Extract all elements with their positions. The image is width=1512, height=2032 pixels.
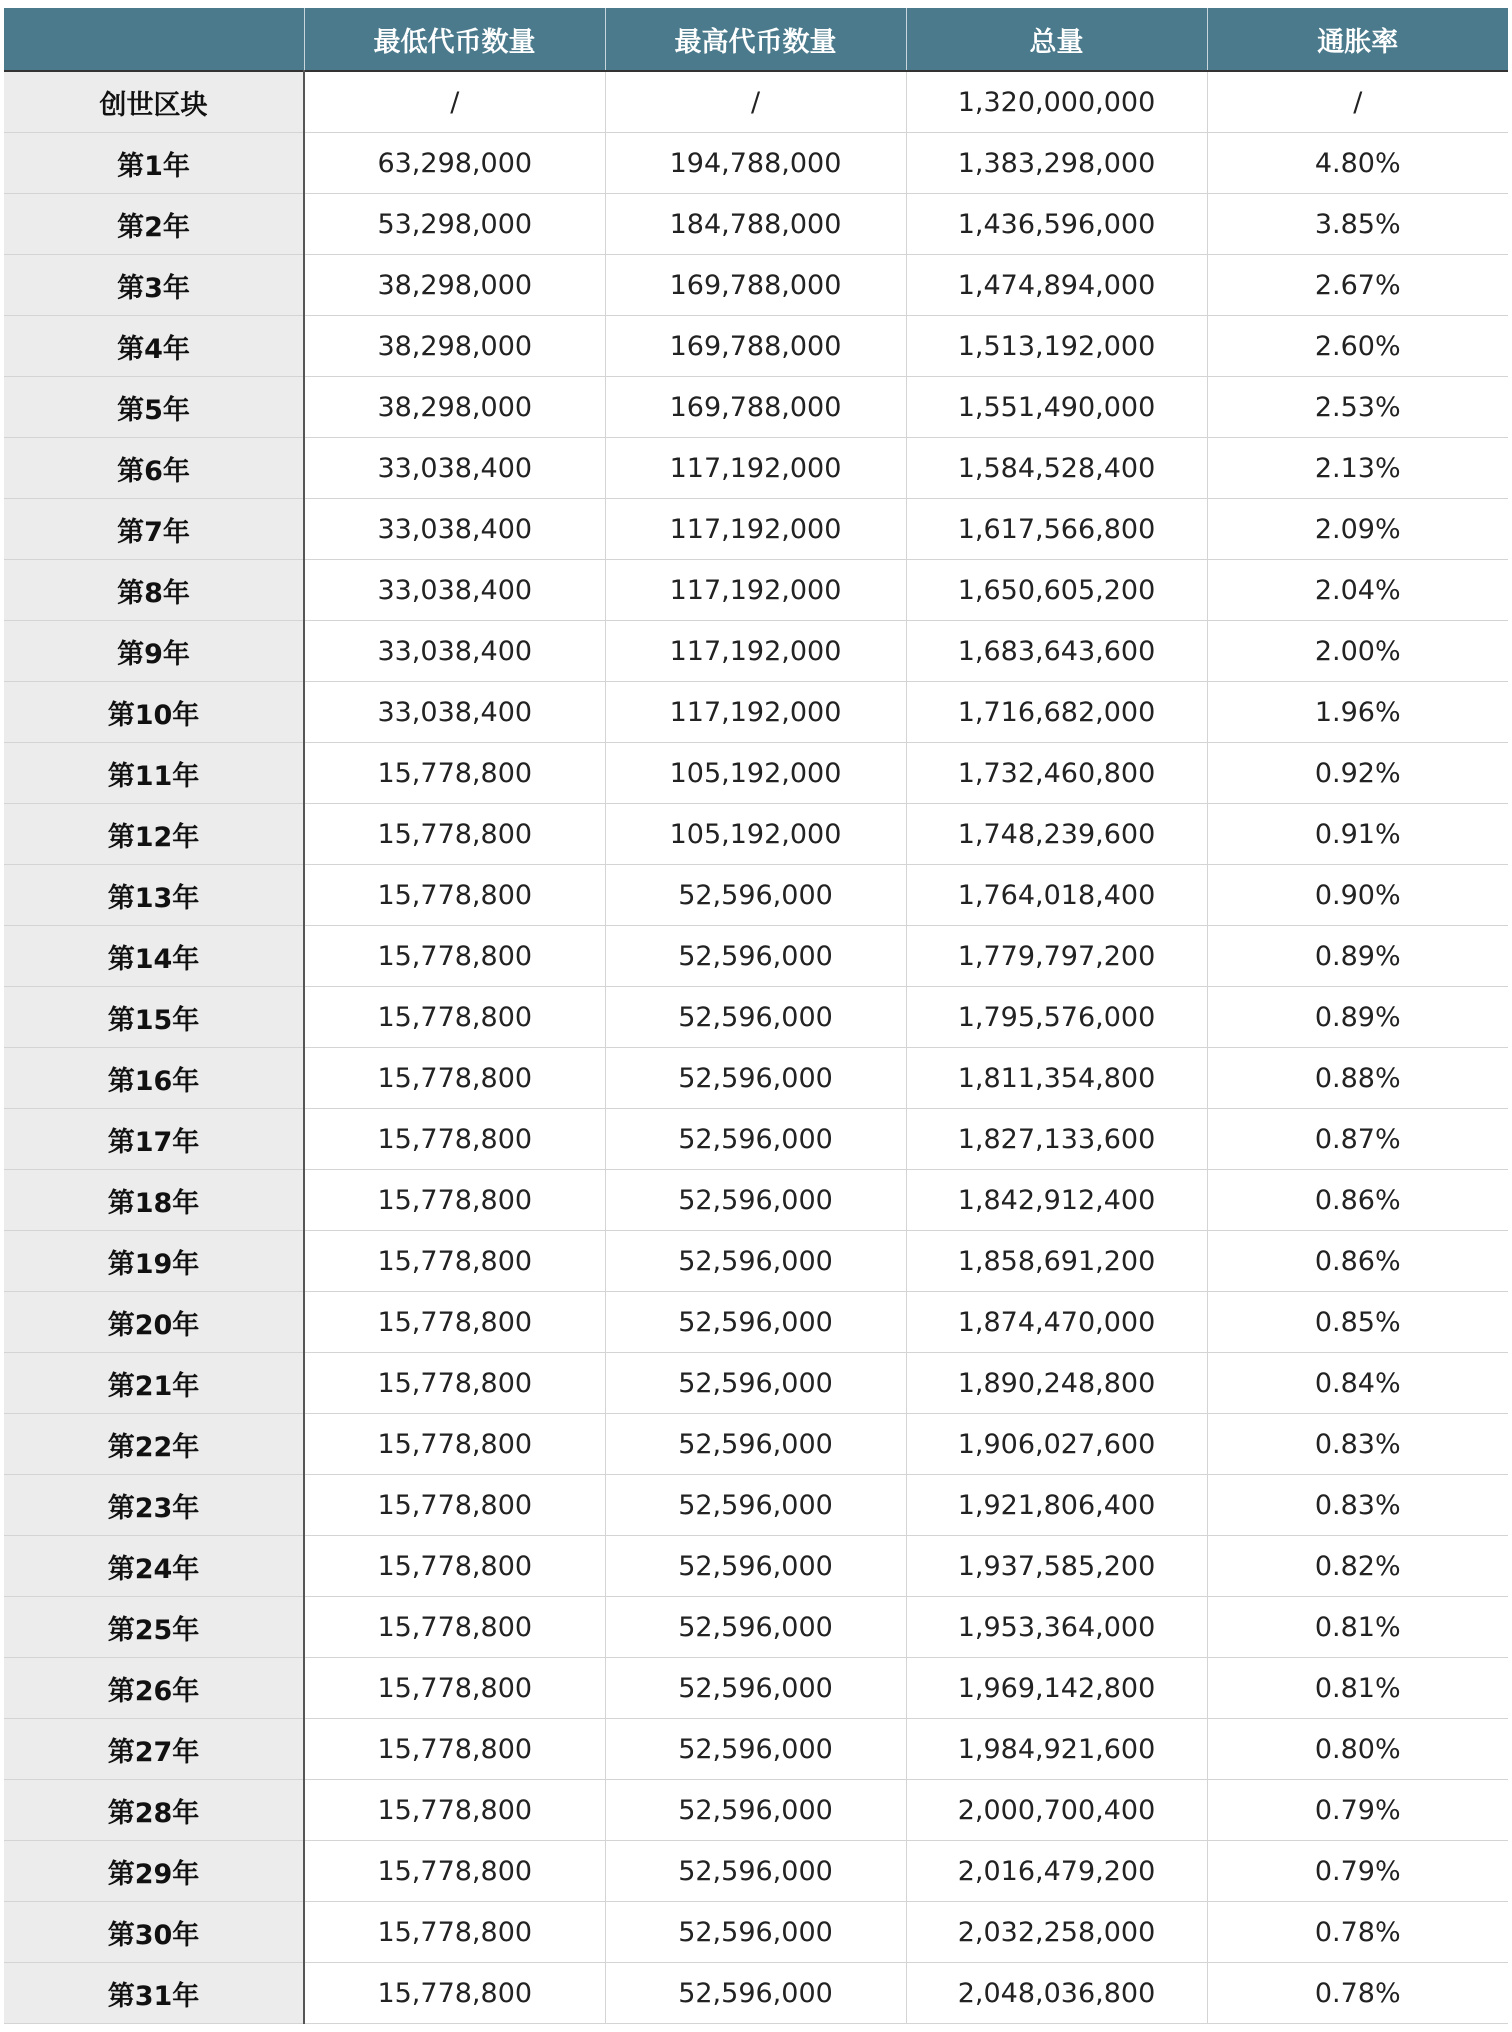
inflation-rate-cell: 0.85% [1207, 1292, 1508, 1353]
max-tokens-cell: 117,192,000 [605, 499, 906, 560]
total-cell: 1,984,921,600 [906, 1719, 1207, 1780]
inflation-rate-cell: 0.91% [1207, 804, 1508, 865]
table-row [4, 1536, 1508, 1597]
inflation-rate-cell: 0.84% [1207, 1353, 1508, 1414]
table-row [4, 1597, 1508, 1658]
table-row [4, 682, 1508, 743]
max-tokens-cell: / [605, 71, 906, 133]
header-total: 总量 [906, 8, 1207, 71]
total-cell: 1,937,585,200 [906, 1536, 1207, 1597]
row-label: 第14年 [4, 926, 304, 987]
min-tokens-cell: 53,298,000 [304, 194, 605, 255]
table-row [4, 1292, 1508, 1353]
row-label: 第10年 [4, 682, 304, 743]
min-tokens-cell: 33,038,400 [304, 499, 605, 560]
inflation-rate-cell: 0.79% [1207, 1841, 1508, 1902]
min-tokens-cell: 15,778,800 [304, 1963, 605, 2024]
total-cell: 1,921,806,400 [906, 1475, 1207, 1536]
table-row [4, 71, 1508, 133]
max-tokens-cell: 52,596,000 [605, 1231, 906, 1292]
min-tokens-cell: 15,778,800 [304, 1170, 605, 1231]
total-cell: 1,513,192,000 [906, 316, 1207, 377]
max-tokens-cell: 52,596,000 [605, 1109, 906, 1170]
row-label: 第2年 [4, 194, 304, 255]
total-cell: 1,795,576,000 [906, 987, 1207, 1048]
min-tokens-cell: 15,778,800 [304, 1536, 605, 1597]
inflation-rate-cell: 2.00% [1207, 621, 1508, 682]
total-cell: 1,890,248,800 [906, 1353, 1207, 1414]
table-row [4, 316, 1508, 377]
inflation-rate-cell: 0.89% [1207, 926, 1508, 987]
table-row [4, 743, 1508, 804]
header-max-tokens: 最高代币数量 [605, 8, 906, 71]
header-inflation-rate: 通胀率 [1207, 8, 1508, 71]
row-label: 第17年 [4, 1109, 304, 1170]
min-tokens-cell: 63,298,000 [304, 133, 605, 194]
row-label: 第19年 [4, 1231, 304, 1292]
max-tokens-cell: 52,596,000 [605, 1353, 906, 1414]
min-tokens-cell: 15,778,800 [304, 1902, 605, 1963]
row-label: 第18年 [4, 1170, 304, 1231]
total-cell: 1,617,566,800 [906, 499, 1207, 560]
total-cell: 1,874,470,000 [906, 1292, 1207, 1353]
inflation-rate-cell: 2.67% [1207, 255, 1508, 316]
table-row [4, 987, 1508, 1048]
max-tokens-cell: 52,596,000 [605, 1719, 906, 1780]
min-tokens-cell: 15,778,800 [304, 1292, 605, 1353]
total-cell: 1,551,490,000 [906, 377, 1207, 438]
inflation-rate-cell: 2.60% [1207, 316, 1508, 377]
inflation-rate-cell: 2.04% [1207, 560, 1508, 621]
total-cell: 1,732,460,800 [906, 743, 1207, 804]
total-cell: 1,584,528,400 [906, 438, 1207, 499]
total-cell: 2,032,258,000 [906, 1902, 1207, 1963]
max-tokens-cell: 52,596,000 [605, 1841, 906, 1902]
total-cell: 1,650,605,200 [906, 560, 1207, 621]
table-row [4, 377, 1508, 438]
total-cell: 1,811,354,800 [906, 1048, 1207, 1109]
max-tokens-cell: 117,192,000 [605, 438, 906, 499]
max-tokens-cell: 52,596,000 [605, 1963, 906, 2024]
inflation-rate-cell: 0.86% [1207, 1231, 1508, 1292]
row-label: 第9年 [4, 621, 304, 682]
total-cell: 2,016,479,200 [906, 1841, 1207, 1902]
inflation-rate-cell: 0.81% [1207, 1597, 1508, 1658]
min-tokens-cell: 15,778,800 [304, 1780, 605, 1841]
total-cell: 1,683,643,600 [906, 621, 1207, 682]
inflation-rate-cell: / [1207, 71, 1508, 133]
table-row [4, 865, 1508, 926]
inflation-rate-cell: 0.80% [1207, 1719, 1508, 1780]
min-tokens-cell: 33,038,400 [304, 438, 605, 499]
min-tokens-cell: 15,778,800 [304, 987, 605, 1048]
max-tokens-cell: 52,596,000 [605, 1170, 906, 1231]
min-tokens-cell: 15,778,800 [304, 1597, 605, 1658]
table-row [4, 1780, 1508, 1841]
max-tokens-cell: 105,192,000 [605, 804, 906, 865]
inflation-rate-cell: 0.78% [1207, 1902, 1508, 1963]
inflation-rate-cell: 0.90% [1207, 865, 1508, 926]
table-row [4, 133, 1508, 194]
row-label: 第26年 [4, 1658, 304, 1719]
inflation-rate-cell: 0.88% [1207, 1048, 1508, 1109]
row-label: 第30年 [4, 1902, 304, 1963]
inflation-rate-cell: 2.13% [1207, 438, 1508, 499]
total-cell: 1,827,133,600 [906, 1109, 1207, 1170]
total-cell: 1,906,027,600 [906, 1414, 1207, 1475]
inflation-rate-cell: 2.09% [1207, 499, 1508, 560]
inflation-rate-cell: 0.83% [1207, 1475, 1508, 1536]
max-tokens-cell: 52,596,000 [605, 987, 906, 1048]
row-label: 第25年 [4, 1597, 304, 1658]
row-label: 第1年 [4, 133, 304, 194]
token-supply-table-container [4, 8, 1508, 2024]
max-tokens-cell: 52,596,000 [605, 1658, 906, 1719]
max-tokens-cell: 194,788,000 [605, 133, 906, 194]
inflation-rate-cell: 0.82% [1207, 1536, 1508, 1597]
table-row [4, 1231, 1508, 1292]
max-tokens-cell: 52,596,000 [605, 1475, 906, 1536]
row-label: 第5年 [4, 377, 304, 438]
max-tokens-cell: 52,596,000 [605, 926, 906, 987]
row-label: 创世区块 [4, 71, 304, 133]
row-label: 第28年 [4, 1780, 304, 1841]
row-label: 第29年 [4, 1841, 304, 1902]
min-tokens-cell: 38,298,000 [304, 377, 605, 438]
max-tokens-cell: 169,788,000 [605, 316, 906, 377]
total-cell: 2,000,700,400 [906, 1780, 1207, 1841]
min-tokens-cell: 15,778,800 [304, 1048, 605, 1109]
max-tokens-cell: 117,192,000 [605, 682, 906, 743]
row-label: 第27年 [4, 1719, 304, 1780]
table-body [4, 71, 1508, 2024]
inflation-rate-cell: 0.79% [1207, 1780, 1508, 1841]
table-row [4, 499, 1508, 560]
table-row [4, 1841, 1508, 1902]
min-tokens-cell: 15,778,800 [304, 1109, 605, 1170]
min-tokens-cell: / [304, 71, 605, 133]
inflation-rate-cell: 0.87% [1207, 1109, 1508, 1170]
min-tokens-cell: 33,038,400 [304, 560, 605, 621]
total-cell: 1,436,596,000 [906, 194, 1207, 255]
min-tokens-cell: 15,778,800 [304, 1231, 605, 1292]
max-tokens-cell: 184,788,000 [605, 194, 906, 255]
row-label: 第24年 [4, 1536, 304, 1597]
max-tokens-cell: 52,596,000 [605, 1048, 906, 1109]
row-label: 第11年 [4, 743, 304, 804]
min-tokens-cell: 15,778,800 [304, 1353, 605, 1414]
table-row [4, 1414, 1508, 1475]
total-cell: 1,842,912,400 [906, 1170, 1207, 1231]
row-label: 第15年 [4, 987, 304, 1048]
header-corner-cell [4, 8, 304, 71]
min-tokens-cell: 15,778,800 [304, 1719, 605, 1780]
min-tokens-cell: 15,778,800 [304, 743, 605, 804]
row-label: 第21年 [4, 1353, 304, 1414]
table-row [4, 926, 1508, 987]
max-tokens-cell: 169,788,000 [605, 255, 906, 316]
min-tokens-cell: 38,298,000 [304, 255, 605, 316]
table-row [4, 255, 1508, 316]
min-tokens-cell: 15,778,800 [304, 926, 605, 987]
row-label: 第22年 [4, 1414, 304, 1475]
table-row [4, 438, 1508, 499]
min-tokens-cell: 15,778,800 [304, 1841, 605, 1902]
inflation-rate-cell: 0.86% [1207, 1170, 1508, 1231]
table-row [4, 804, 1508, 865]
min-tokens-cell: 15,778,800 [304, 804, 605, 865]
table-row [4, 1353, 1508, 1414]
max-tokens-cell: 105,192,000 [605, 743, 906, 804]
inflation-rate-cell: 0.81% [1207, 1658, 1508, 1719]
table-row [4, 1963, 1508, 2024]
inflation-rate-cell: 1.96% [1207, 682, 1508, 743]
inflation-rate-cell: 0.78% [1207, 1963, 1508, 2024]
min-tokens-cell: 15,778,800 [304, 1658, 605, 1719]
total-cell: 1,969,142,800 [906, 1658, 1207, 1719]
inflation-rate-cell: 0.89% [1207, 987, 1508, 1048]
row-label: 第3年 [4, 255, 304, 316]
total-cell: 2,048,036,800 [906, 1963, 1207, 2024]
table-header [4, 8, 1508, 71]
total-cell: 1,320,000,000 [906, 71, 1207, 133]
header-row [4, 8, 1508, 71]
min-tokens-cell: 33,038,400 [304, 682, 605, 743]
table-row [4, 1719, 1508, 1780]
max-tokens-cell: 52,596,000 [605, 1414, 906, 1475]
row-label: 第4年 [4, 316, 304, 377]
total-cell: 1,764,018,400 [906, 865, 1207, 926]
min-tokens-cell: 38,298,000 [304, 316, 605, 377]
total-cell: 1,474,894,000 [906, 255, 1207, 316]
total-cell: 1,779,797,200 [906, 926, 1207, 987]
table-row [4, 560, 1508, 621]
row-label: 第13年 [4, 865, 304, 926]
total-cell: 1,383,298,000 [906, 133, 1207, 194]
table-row [4, 1048, 1508, 1109]
row-label: 第8年 [4, 560, 304, 621]
total-cell: 1,716,682,000 [906, 682, 1207, 743]
max-tokens-cell: 52,596,000 [605, 1292, 906, 1353]
row-label: 第12年 [4, 804, 304, 865]
max-tokens-cell: 117,192,000 [605, 560, 906, 621]
inflation-rate-cell: 0.92% [1207, 743, 1508, 804]
row-label: 第20年 [4, 1292, 304, 1353]
inflation-rate-cell: 2.53% [1207, 377, 1508, 438]
row-label: 第23年 [4, 1475, 304, 1536]
row-label: 第6年 [4, 438, 304, 499]
table-row [4, 1475, 1508, 1536]
max-tokens-cell: 52,596,000 [605, 1780, 906, 1841]
max-tokens-cell: 52,596,000 [605, 1902, 906, 1963]
table-row [4, 1170, 1508, 1231]
table-row [4, 1902, 1508, 1963]
total-cell: 1,748,239,600 [906, 804, 1207, 865]
table-row [4, 1109, 1508, 1170]
total-cell: 1,858,691,200 [906, 1231, 1207, 1292]
max-tokens-cell: 117,192,000 [605, 621, 906, 682]
max-tokens-cell: 169,788,000 [605, 377, 906, 438]
table-row [4, 194, 1508, 255]
row-label: 第7年 [4, 499, 304, 560]
min-tokens-cell: 15,778,800 [304, 865, 605, 926]
inflation-rate-cell: 0.83% [1207, 1414, 1508, 1475]
max-tokens-cell: 52,596,000 [605, 1536, 906, 1597]
inflation-rate-cell: 3.85% [1207, 194, 1508, 255]
table-row [4, 1658, 1508, 1719]
inflation-rate-cell: 4.80% [1207, 133, 1508, 194]
min-tokens-cell: 33,038,400 [304, 621, 605, 682]
min-tokens-cell: 15,778,800 [304, 1414, 605, 1475]
row-label: 第16年 [4, 1048, 304, 1109]
table-row [4, 621, 1508, 682]
row-label: 第31年 [4, 1963, 304, 2024]
max-tokens-cell: 52,596,000 [605, 1597, 906, 1658]
total-cell: 1,953,364,000 [906, 1597, 1207, 1658]
token-supply-table [4, 8, 1508, 2024]
min-tokens-cell: 15,778,800 [304, 1475, 605, 1536]
header-min-tokens: 最低代币数量 [304, 8, 605, 71]
max-tokens-cell: 52,596,000 [605, 865, 906, 926]
